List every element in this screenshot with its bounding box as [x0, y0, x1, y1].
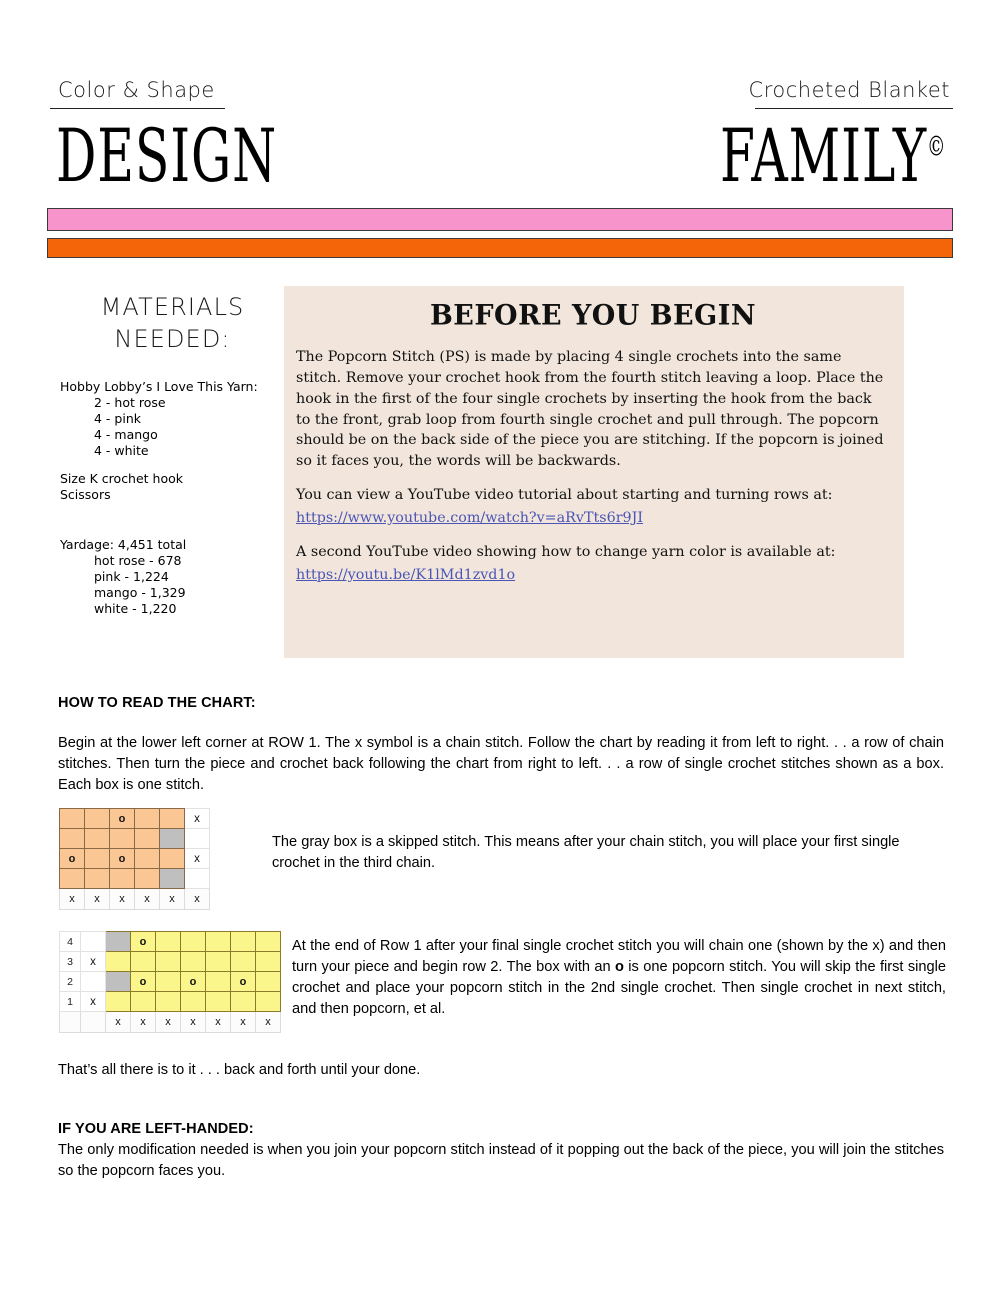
- cell-stitch: [156, 992, 181, 1012]
- header-right-subtitle: Crocheted Blanket: [748, 78, 950, 102]
- table-row: [60, 829, 210, 849]
- yardage-item: hot rose - 678: [94, 553, 182, 569]
- cell-chain: x: [156, 1012, 181, 1033]
- cell-stitch: [160, 849, 185, 869]
- skipped-stitch-chart: [59, 808, 210, 910]
- turn-chain-cell: [81, 972, 106, 992]
- header-left-rule: [50, 108, 225, 109]
- header-left-title: DESIGN: [56, 113, 278, 200]
- table-row-chain: [60, 889, 210, 910]
- cell-stitch: [206, 932, 231, 952]
- cell-stitch: [256, 952, 281, 972]
- cell-popcorn: [110, 809, 135, 829]
- gray-box-note: The gray box is a skipped stitch. This means after your chain stitch, you will place your first single crochet in the third chain.: [272, 834, 900, 871]
- cell-stitch: [135, 809, 160, 829]
- before-you-begin-box: [284, 286, 904, 658]
- header-right-title-text: FAMILY: [719, 113, 927, 200]
- cell-stitch: [60, 809, 85, 829]
- yarn-item: 4 - mango: [94, 427, 158, 443]
- youtube-link-2[interactable]: https://youtu.be/K1lMd1zvd1o: [296, 566, 516, 583]
- yarn-item: 2 - hot rose: [94, 395, 166, 411]
- yarn-item: 4 - white: [94, 443, 149, 459]
- row-label: [60, 1012, 81, 1033]
- materials-spacer: [60, 515, 285, 537]
- row1-note-part1: At the end of Row 1 after your final single crochet stitch you will chain one (shown by the x) and then turn your piece and begin row 2. The box with an: [292, 938, 946, 975]
- cell-skipped: [160, 869, 185, 889]
- tool-item: Scissors: [60, 487, 111, 503]
- turn-chain-cell: x: [81, 952, 106, 972]
- materials-title-line2: NEEDED:: [114, 324, 231, 353]
- cell-chain: x: [131, 1012, 156, 1033]
- cell-stitch: [135, 869, 160, 889]
- cell-stitch: [110, 829, 135, 849]
- cell-stitch: [85, 869, 110, 889]
- cell-stitch: [110, 869, 135, 889]
- cell-stitch: [131, 952, 156, 972]
- header-right-title: [719, 113, 945, 200]
- how-to-read-heading: HOW TO READ THE CHART:: [58, 695, 256, 711]
- popcorn-icon: o: [68, 852, 76, 865]
- cell-stitch: [85, 809, 110, 829]
- popcorn-icon: o: [139, 935, 147, 948]
- row-label: 3: [60, 952, 81, 972]
- cell-stitch: [135, 829, 160, 849]
- table-row-chain: [60, 1012, 281, 1033]
- cell-stitch: [256, 992, 281, 1012]
- cell-chain: x: [256, 1012, 281, 1033]
- before-you-begin-paragraph-1: The Popcorn Stitch (PS) is made by placing 4 single crochets into the same stitch. Remove your crochet hook from the fourth stitch leaving a loop. Place the hook in the first of the four single crochets by inserting the hook from the back to the front, grab loop from fourth single crochet and pull through. The popcorn should be on the back side of the piece you are stitching. If the popcorn is joined so it faces you, the words will be backwards.: [296, 349, 884, 470]
- cell-popcorn: [131, 972, 156, 992]
- left-handed-paragraph: The only modification needed is when you join your popcorn stitch instead of it popping out the back of the piece, you will join the stitches so the popcorn faces you.: [58, 1142, 944, 1179]
- cell-chain: x: [135, 889, 160, 910]
- table-row: [60, 869, 210, 889]
- before-you-begin-title: BEFORE YOU BEGIN: [429, 299, 756, 332]
- turn-chain-cell: [81, 932, 106, 952]
- cell-chain: x: [106, 1012, 131, 1033]
- yarn-item: 4 - pink: [94, 411, 141, 427]
- table-row: [60, 992, 281, 1012]
- cell-stitch: [256, 972, 281, 992]
- youtube-link-1[interactable]: https://www.youtube.com/watch?v=aRvTts6r9JI: [296, 510, 644, 527]
- left-handed-heading: IF YOU ARE LEFT-HANDED:: [58, 1121, 254, 1137]
- yardage-item: white - 1,220: [94, 601, 177, 617]
- table-row: [60, 972, 281, 992]
- cell-stitch: [106, 952, 131, 972]
- yardage-item: mango - 1,329: [94, 585, 186, 601]
- cell-stitch: [135, 849, 160, 869]
- table-row: [60, 849, 210, 869]
- cell-chain: x: [110, 889, 135, 910]
- cell-chain: x: [185, 849, 210, 869]
- popcorn-icon: o: [189, 975, 197, 988]
- cell-empty: [81, 1012, 106, 1033]
- cell-stitch: [106, 992, 131, 1012]
- cell-popcorn: [60, 849, 85, 869]
- row-numbering-chart: [59, 931, 281, 1033]
- row1-note: [292, 936, 946, 1019]
- materials-title: [60, 292, 285, 355]
- materials-title-line1: MATERIALS: [100, 293, 245, 321]
- yardage-heading: Yardage: 4,451 total: [60, 537, 187, 553]
- yardage-block: [60, 537, 285, 617]
- cell-stitch: [85, 829, 110, 849]
- cell-chain: x: [185, 809, 210, 829]
- cell-popcorn: [181, 972, 206, 992]
- before-you-begin-paragraph-3: A second YouTube video showing how to change yarn color is available at:: [296, 543, 836, 560]
- row-label: 4: [60, 932, 81, 952]
- popcorn-icon: o: [118, 852, 126, 865]
- row1-note-bold: o: [614, 958, 624, 975]
- copyright-icon: ©: [926, 132, 945, 163]
- cell-chain: x: [185, 889, 210, 910]
- cell-stitch: [60, 869, 85, 889]
- cell-stitch: [181, 992, 206, 1012]
- cell-chain: x: [160, 889, 185, 910]
- cell-stitch: [206, 952, 231, 972]
- cell-chain: x: [206, 1012, 231, 1033]
- cell-stitch: [156, 972, 181, 992]
- cell-stitch: [85, 849, 110, 869]
- table-row: [60, 932, 281, 952]
- tool-item: Size K crochet hook: [60, 471, 184, 487]
- yarn-block: [60, 379, 285, 459]
- header-left-subtitle: Color & Shape: [58, 78, 215, 102]
- popcorn-icon: o: [139, 975, 147, 988]
- header-right-rule: [755, 108, 953, 109]
- pink-color-bar: [47, 208, 953, 231]
- yardage-item: pink - 1,224: [94, 569, 169, 585]
- cell-skipped: [160, 829, 185, 849]
- cell-skipped: [106, 972, 131, 992]
- cell-empty: [185, 829, 210, 849]
- row1-note-part2: is one popcorn stitch. You will skip the first single crochet and place your popcorn stitch in the 2nd single crochet. Then single crochet in next stitch, and then popcorn, et al.: [292, 958, 946, 1017]
- cell-stitch: [231, 952, 256, 972]
- row-label: 2: [60, 972, 81, 992]
- cell-popcorn: [110, 849, 135, 869]
- row-label: 1: [60, 992, 81, 1012]
- how-to-read-paragraph: Begin at the lower left corner at ROW 1. The x symbol is a chain stitch. Follow the chart by reading it from left to right. . . a row of chain stitches. Then turn the piece and crochet back following the chart from right to left. . . a row of single crochet stitches shown as a box. Each box is one stitch.: [58, 735, 944, 793]
- cell-stitch: [160, 809, 185, 829]
- before-you-begin-paragraph-2: You can view a YouTube video tutorial about starting and turning rows at:: [296, 487, 833, 504]
- cell-stitch: [231, 992, 256, 1012]
- closing-note: That’s all there is to it . . . back and forth until your done.: [58, 1062, 421, 1078]
- turn-chain-cell: x: [81, 992, 106, 1012]
- cell-stitch: [131, 992, 156, 1012]
- cell-stitch: [231, 932, 256, 952]
- cell-stitch: [206, 972, 231, 992]
- cell-stitch: [181, 952, 206, 972]
- cell-stitch: [256, 932, 281, 952]
- cell-skipped: [106, 932, 131, 952]
- cell-chain: x: [85, 889, 110, 910]
- orange-color-bar: [47, 238, 953, 258]
- tools-block: [60, 471, 285, 503]
- table-row: [60, 952, 281, 972]
- cell-stitch: [60, 829, 85, 849]
- cell-stitch: [156, 952, 181, 972]
- yarn-heading: Hobby Lobby’s I Love This Yarn:: [60, 379, 258, 395]
- popcorn-icon: o: [118, 812, 126, 825]
- popcorn-icon: o: [239, 975, 247, 988]
- cell-popcorn: [131, 932, 156, 952]
- cell-empty: [185, 869, 210, 889]
- cell-chain: x: [181, 1012, 206, 1033]
- cell-stitch: [181, 932, 206, 952]
- cell-popcorn: [231, 972, 256, 992]
- cell-chain: x: [231, 1012, 256, 1033]
- cell-stitch: [156, 932, 181, 952]
- table-row: [60, 809, 210, 829]
- cell-stitch: [206, 992, 231, 1012]
- materials-section: [60, 292, 285, 629]
- materials-body: [60, 379, 285, 617]
- cell-chain: x: [60, 889, 85, 910]
